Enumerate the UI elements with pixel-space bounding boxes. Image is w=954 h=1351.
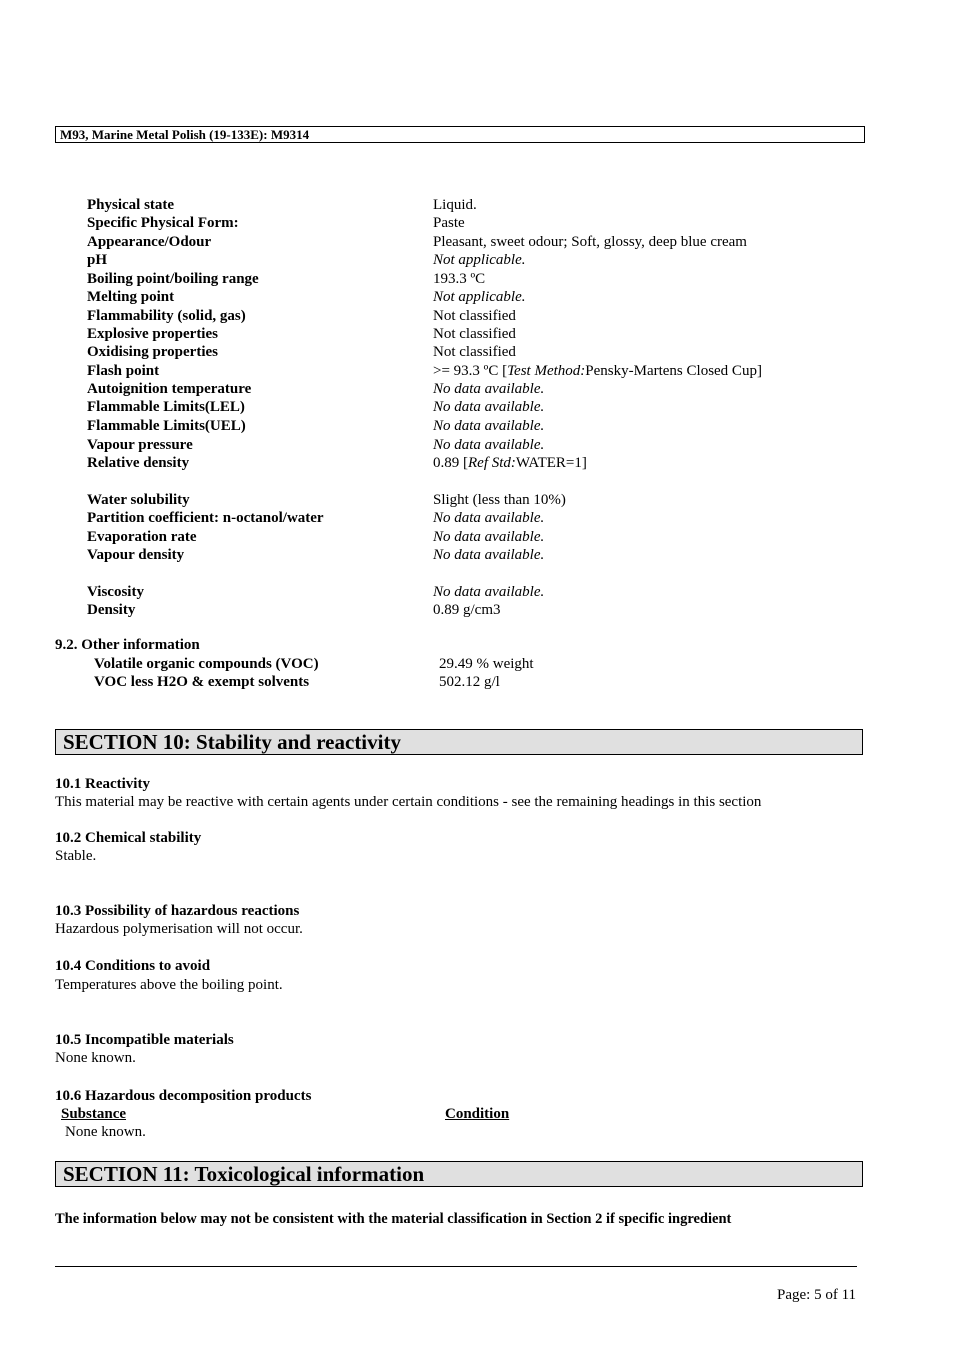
- property-value-part: >= 93.3 ºC [: [433, 363, 508, 379]
- property-value: No data available.: [433, 437, 545, 453]
- property-value-part: Test Method:: [507, 363, 586, 379]
- property-label: Viscosity: [87, 584, 144, 600]
- chemical-stability-heading: 10.2 Chemical stability: [55, 830, 202, 846]
- property-label: Physical state: [87, 197, 175, 213]
- property-value-part: WATER=1]: [515, 455, 587, 471]
- property-value: Pleasant, sweet odour; Soft, glossy, deep blue cream: [433, 234, 747, 250]
- property-value-part: 0.89 [: [433, 455, 468, 471]
- property-label: Flammability (solid, gas): [87, 308, 246, 324]
- voc-value: 29.49 % weight: [439, 656, 534, 672]
- property-label: Specific Physical Form:: [87, 215, 239, 231]
- property-value-part: Ref Std:: [468, 455, 516, 471]
- property-label: Flammable Limits(UEL): [87, 418, 246, 434]
- property-value: Not classified: [433, 308, 516, 324]
- conditions-to-avoid-text: Temperatures above the boiling point.: [55, 977, 283, 993]
- voc-less-water-label: VOC less H2O & exempt solvents: [94, 674, 310, 690]
- property-label: Oxidising properties: [87, 344, 218, 360]
- property-value: No data available.: [433, 547, 545, 563]
- voc-label: Volatile organic compounds (VOC): [94, 656, 319, 672]
- property-value: [433, 362, 762, 380]
- property-label: Water solubility: [87, 492, 190, 508]
- voc-less-water-value: 502.12 g/l: [439, 674, 500, 690]
- decomposition-row: None known.: [65, 1124, 146, 1140]
- property-label: Relative density: [87, 455, 190, 471]
- property-value: Not classified: [433, 344, 516, 360]
- property-value: No data available.: [433, 399, 545, 415]
- property-value: Slight (less than 10%): [433, 492, 566, 508]
- reactivity-text: This material may be reactive with certain agents under certain conditions - see the remaining headings in this section: [55, 794, 762, 810]
- property-label: Explosive properties: [87, 326, 218, 342]
- section-11-intro: The information below may not be consistent with the material classification in Section 2 if specific ingredient: [55, 1211, 732, 1227]
- incompatible-materials-text: None known.: [55, 1050, 136, 1066]
- footer-rule: [55, 1266, 857, 1267]
- document-header: M93, Marine Metal Polish (19-133E): M9314: [55, 126, 865, 143]
- property-value: Paste: [433, 215, 465, 231]
- conditions-to-avoid-heading: 10.4 Conditions to avoid: [55, 958, 211, 974]
- property-value: Liquid.: [433, 197, 477, 213]
- property-value: 0.89 g/cm3: [433, 602, 501, 618]
- section-11-title: SECTION 11: Toxicological information: [55, 1161, 863, 1187]
- condition-column-header: Condition: [445, 1106, 510, 1122]
- property-label: Vapour pressure: [87, 437, 193, 453]
- property-value: Not classified: [433, 326, 516, 342]
- hazardous-reactions-text: Hazardous polymerisation will not occur.: [55, 921, 303, 937]
- property-label: Flash point: [87, 363, 160, 379]
- incompatible-materials-heading: 10.5 Incompatible materials: [55, 1032, 234, 1048]
- property-label: Autoignition temperature: [87, 381, 252, 397]
- property-label: Vapour density: [87, 547, 185, 563]
- page-number: Page: 5 of 11: [777, 1287, 857, 1303]
- property-value: [433, 454, 587, 472]
- section-10-title: SECTION 10: Stability and reactivity: [55, 729, 863, 755]
- property-label: Partition coefficient: n-octanol/water: [87, 510, 324, 526]
- property-value: Not applicable.: [433, 289, 526, 305]
- property-value: No data available.: [433, 584, 545, 600]
- substance-column-header: Substance: [61, 1106, 127, 1122]
- property-value: No data available.: [433, 381, 545, 397]
- property-label: Evaporation rate: [87, 529, 197, 545]
- decomposition-heading: 10.6 Hazardous decomposition products: [55, 1088, 312, 1104]
- property-value: No data available.: [433, 510, 545, 526]
- property-label: Flammable Limits(LEL): [87, 399, 245, 415]
- hazardous-reactions-heading: 10.3 Possibility of hazardous reactions: [55, 903, 300, 919]
- property-value: No data available.: [433, 529, 545, 545]
- property-label: pH: [87, 252, 108, 268]
- property-value: No data available.: [433, 418, 545, 434]
- other-info-heading: 9.2. Other information: [55, 637, 200, 653]
- property-label: Melting point: [87, 289, 175, 305]
- property-value: Not applicable.: [433, 252, 526, 268]
- property-label: Boiling point/boiling range: [87, 271, 259, 287]
- chemical-stability-text: Stable.: [55, 848, 97, 864]
- property-label: Appearance/Odour: [87, 234, 212, 250]
- property-value-part: Pensky-Martens Closed Cup]: [585, 363, 762, 379]
- property-value: 193.3 ºC: [433, 271, 486, 287]
- property-label: Density: [87, 602, 136, 618]
- reactivity-heading: 10.1 Reactivity: [55, 776, 150, 792]
